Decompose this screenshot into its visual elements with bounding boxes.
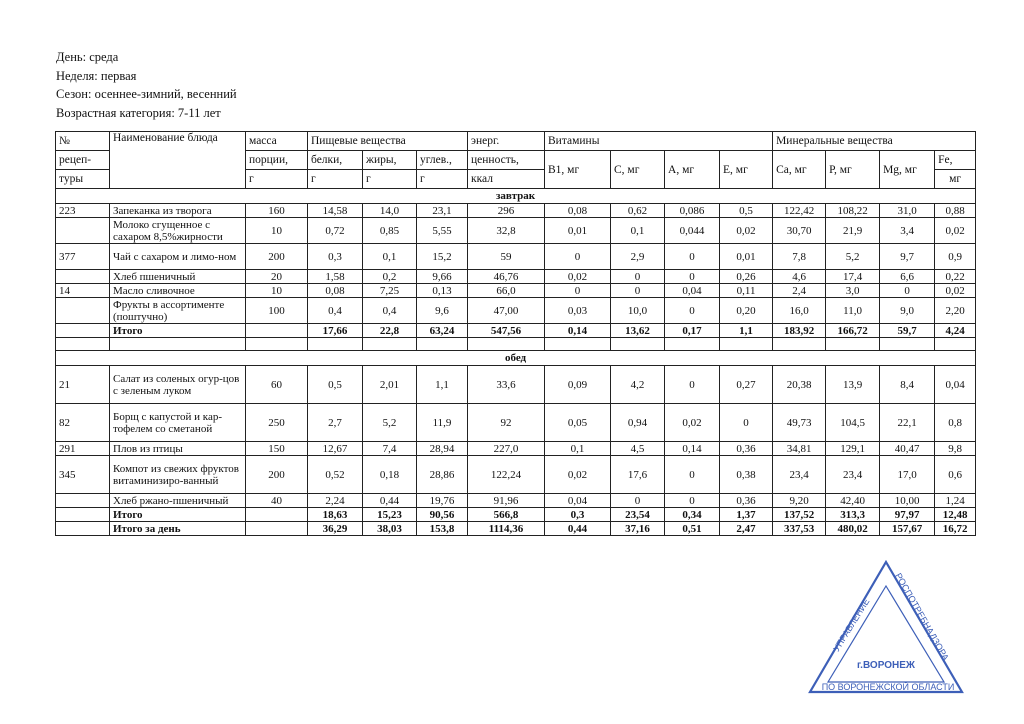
dish-name: Компот из свежих фруктов витаминизиро-ванный	[110, 456, 246, 494]
value-carb: 11,9	[417, 404, 468, 442]
total-ca: 183,92	[773, 324, 826, 338]
value-fat: 0,1	[363, 244, 417, 270]
value-p: 108,22	[826, 204, 880, 218]
value-prot: 0,08	[308, 284, 363, 298]
recipe-number: 14	[56, 284, 110, 298]
value-carb: 23,1	[417, 204, 468, 218]
empty-cell	[545, 338, 611, 351]
value-a: 0	[665, 244, 720, 270]
value-a: 0,04	[665, 284, 720, 298]
col-carbs-unit: г	[417, 170, 468, 189]
value-b1: 0	[545, 244, 611, 270]
value-p: 21,9	[826, 218, 880, 244]
value-p: 129,1	[826, 442, 880, 456]
value-fat: 2,01	[363, 366, 417, 404]
value-ca: 2,4	[773, 284, 826, 298]
value-fe: 0,22	[935, 270, 976, 284]
value-e: 0,27	[720, 366, 773, 404]
dish-name: Хлеб пшеничный	[110, 270, 246, 284]
value-b1: 0	[545, 284, 611, 298]
col-recipe-number-2: рецеп-	[56, 151, 110, 170]
value-mg: 0	[880, 284, 935, 298]
value-ca: 122,42	[773, 204, 826, 218]
official-stamp	[808, 560, 964, 698]
value-mg: 31,0	[880, 204, 935, 218]
value-a: 0	[665, 366, 720, 404]
col-vitamin-a: А, мг	[665, 151, 720, 189]
value-b1: 0,02	[545, 270, 611, 284]
total-fe: 4,24	[935, 324, 976, 338]
stamp-text-city: г.ВОРОНЕЖ	[857, 660, 915, 671]
meal-section-title: завтрак	[56, 189, 976, 204]
value-mg: 8,4	[880, 366, 935, 404]
value-prot: 0,52	[308, 456, 363, 494]
value-p: 17,4	[826, 270, 880, 284]
portion-mass: 150	[246, 442, 308, 456]
recipe-number: 345	[56, 456, 110, 494]
empty-cell	[246, 324, 308, 338]
col-carbs: углев.,	[417, 151, 468, 170]
value-fe: 1,24	[935, 494, 976, 508]
col-recipe-number-3: туры	[56, 170, 110, 189]
value-c: 4,2	[611, 366, 665, 404]
total-mg: 97,97	[880, 508, 935, 522]
value-fat: 0,2	[363, 270, 417, 284]
value-mg: 6,6	[880, 270, 935, 284]
table-header	[56, 132, 976, 189]
empty-cell	[773, 338, 826, 351]
table-row	[56, 494, 976, 508]
value-c: 10,0	[611, 298, 665, 324]
total-c: 23,54	[611, 508, 665, 522]
meal-section-row	[56, 189, 976, 204]
table-row	[56, 442, 976, 456]
value-p: 3,0	[826, 284, 880, 298]
value-fat: 14,0	[363, 204, 417, 218]
value-b1: 0,02	[545, 456, 611, 494]
value-e: 0,36	[720, 494, 773, 508]
empty-cell	[110, 338, 246, 351]
total-prot: 36,29	[308, 522, 363, 536]
col-portion-mass: масса	[246, 132, 308, 151]
value-e: 0	[720, 404, 773, 442]
table-row	[56, 270, 976, 284]
recipe-number: 223	[56, 204, 110, 218]
empty-cell	[56, 338, 110, 351]
total-fe: 16,72	[935, 522, 976, 536]
value-en: 92	[468, 404, 545, 442]
value-fe: 0,88	[935, 204, 976, 218]
value-e: 0,20	[720, 298, 773, 324]
total-carb: 153,8	[417, 522, 468, 536]
value-e: 0,02	[720, 218, 773, 244]
total-prot: 17,66	[308, 324, 363, 338]
value-en: 296	[468, 204, 545, 218]
value-p: 5,2	[826, 244, 880, 270]
empty-cell	[363, 338, 417, 351]
age-category-line: Возрастная категория: 7-11 лет	[56, 105, 221, 120]
portion-mass: 20	[246, 270, 308, 284]
value-ca: 23,4	[773, 456, 826, 494]
value-carb: 15,2	[417, 244, 468, 270]
col-iron-unit: мг	[935, 170, 976, 189]
value-b1: 0,03	[545, 298, 611, 324]
total-mg: 59,7	[880, 324, 935, 338]
total-ca: 137,52	[773, 508, 826, 522]
empty-cell	[935, 338, 976, 351]
value-p: 13,9	[826, 366, 880, 404]
empty-cell	[665, 338, 720, 351]
value-c: 17,6	[611, 456, 665, 494]
value-c: 0	[611, 494, 665, 508]
dish-name: Запеканка из творога	[110, 204, 246, 218]
portion-mass: 160	[246, 204, 308, 218]
value-ca: 49,73	[773, 404, 826, 442]
value-en: 47,00	[468, 298, 545, 324]
table-row	[56, 456, 976, 494]
empty-cell	[56, 508, 110, 522]
value-fe: 0,9	[935, 244, 976, 270]
meal-section-title: обед	[56, 351, 976, 366]
value-a: 0,02	[665, 404, 720, 442]
total-p: 313,3	[826, 508, 880, 522]
total-fe: 12,48	[935, 508, 976, 522]
value-c: 0,1	[611, 218, 665, 244]
empty-cell	[417, 338, 468, 351]
total-b1: 0,44	[545, 522, 611, 536]
portion-mass: 60	[246, 366, 308, 404]
value-prot: 0,3	[308, 244, 363, 270]
value-e: 0,38	[720, 456, 773, 494]
col-phosphorus: Р, мг	[826, 151, 880, 189]
empty-cell	[308, 338, 363, 351]
value-mg: 9,7	[880, 244, 935, 270]
value-fe: 0,8	[935, 404, 976, 442]
value-p: 42,40	[826, 494, 880, 508]
col-magnesium: Mg, мг	[880, 151, 935, 189]
value-a: 0,14	[665, 442, 720, 456]
empty-cell	[246, 338, 308, 351]
col-protein-unit: г	[308, 170, 363, 189]
total-carb: 90,56	[417, 508, 468, 522]
col-fat: жиры,	[363, 151, 417, 170]
recipe-number	[56, 270, 110, 284]
portion-mass: 10	[246, 218, 308, 244]
total-row	[56, 522, 976, 536]
value-a: 0,044	[665, 218, 720, 244]
value-prot: 2,7	[308, 404, 363, 442]
week-line: Неделя: первая	[56, 68, 137, 83]
value-c: 0	[611, 270, 665, 284]
total-row	[56, 508, 976, 522]
value-fat: 0,85	[363, 218, 417, 244]
col-energy-3: ккал	[468, 170, 545, 189]
col-portion-mass-3: г	[246, 170, 308, 189]
value-e: 0,11	[720, 284, 773, 298]
empty-cell	[246, 522, 308, 536]
total-prot: 18,63	[308, 508, 363, 522]
value-fe: 2,20	[935, 298, 976, 324]
value-c: 2,9	[611, 244, 665, 270]
value-prot: 0,72	[308, 218, 363, 244]
value-prot: 2,24	[308, 494, 363, 508]
total-e: 1,1	[720, 324, 773, 338]
value-fat: 0,18	[363, 456, 417, 494]
recipe-number	[56, 494, 110, 508]
total-fat: 15,23	[363, 508, 417, 522]
value-ca: 9,20	[773, 494, 826, 508]
value-a: 0	[665, 494, 720, 508]
col-calcium: Са, мг	[773, 151, 826, 189]
value-carb: 28,86	[417, 456, 468, 494]
value-prot: 0,5	[308, 366, 363, 404]
dish-name: Молоко сгущенное с сахаром 8,5%жирности	[110, 218, 246, 244]
total-e: 1,37	[720, 508, 773, 522]
total-en: 566,8	[468, 508, 545, 522]
value-ca: 16,0	[773, 298, 826, 324]
col-vitamin-c: С, мг	[611, 151, 665, 189]
value-fat: 0,44	[363, 494, 417, 508]
value-mg: 22,1	[880, 404, 935, 442]
total-label: Итого за день	[110, 522, 246, 536]
value-fe: 0,02	[935, 218, 976, 244]
total-row	[56, 324, 976, 338]
value-e: 0,5	[720, 204, 773, 218]
total-b1: 0,3	[545, 508, 611, 522]
stamp-text-right: РОСПОТРЕБНАДЗОРА	[893, 571, 951, 663]
stamp-triangle	[810, 562, 962, 692]
dish-name: Масло сливочное	[110, 284, 246, 298]
col-iron: Fe,	[935, 151, 976, 170]
recipe-number: 82	[56, 404, 110, 442]
empty-cell	[720, 338, 773, 351]
table-row	[56, 404, 976, 442]
value-b1: 0,1	[545, 442, 611, 456]
col-energy: энерг.	[468, 132, 545, 151]
total-label: Итого	[110, 508, 246, 522]
value-b1: 0,08	[545, 204, 611, 218]
col-recipe-number: №	[56, 132, 110, 151]
portion-mass: 200	[246, 456, 308, 494]
total-a: 0,34	[665, 508, 720, 522]
dish-name: Хлеб ржано-пшеничный	[110, 494, 246, 508]
value-carb: 0,13	[417, 284, 468, 298]
value-en: 59	[468, 244, 545, 270]
col-vitamins-group: Витамины	[545, 132, 773, 151]
col-minerals-group: Минеральные вещества	[773, 132, 976, 151]
value-fe: 0,6	[935, 456, 976, 494]
value-mg: 9,0	[880, 298, 935, 324]
portion-mass: 200	[246, 244, 308, 270]
value-p: 104,5	[826, 404, 880, 442]
total-a: 0,17	[665, 324, 720, 338]
table-row	[56, 204, 976, 218]
value-ca: 4,6	[773, 270, 826, 284]
empty-cell	[56, 324, 110, 338]
value-carb: 9,66	[417, 270, 468, 284]
value-en: 33,6	[468, 366, 545, 404]
menu-table	[55, 131, 976, 536]
col-energy-2: ценность,	[468, 151, 545, 170]
value-prot: 12,67	[308, 442, 363, 456]
value-mg: 3,4	[880, 218, 935, 244]
total-e: 2,47	[720, 522, 773, 536]
col-fat-unit: г	[363, 170, 417, 189]
value-en: 227,0	[468, 442, 545, 456]
col-vitamin-e: Е, мг	[720, 151, 773, 189]
table-row	[56, 244, 976, 270]
value-c: 4,5	[611, 442, 665, 456]
total-ca: 337,53	[773, 522, 826, 536]
recipe-number: 21	[56, 366, 110, 404]
recipe-number: 291	[56, 442, 110, 456]
table-body	[56, 189, 976, 536]
value-a: 0	[665, 270, 720, 284]
value-fat: 0,4	[363, 298, 417, 324]
value-prot: 0,4	[308, 298, 363, 324]
total-fat: 38,03	[363, 522, 417, 536]
value-en: 46,76	[468, 270, 545, 284]
total-p: 480,02	[826, 522, 880, 536]
dish-name: Чай с сахаром и лимо-ном	[110, 244, 246, 270]
total-p: 166,72	[826, 324, 880, 338]
col-protein: белки,	[308, 151, 363, 170]
season-line: Сезон: осеннее-зимний, весенний	[56, 87, 237, 101]
stamp-text-top: УПРАВЛЕНИЕ	[831, 596, 872, 654]
value-mg: 40,47	[880, 442, 935, 456]
value-b1: 0,01	[545, 218, 611, 244]
table-row	[56, 284, 976, 298]
recipe-number	[56, 298, 110, 324]
col-portion-mass-2: порции,	[246, 151, 308, 170]
stamp-text-bottom: ПО ВОРОНЕЖСКОЙ ОБЛАСТИ	[821, 682, 955, 692]
table-row	[56, 218, 976, 244]
value-a: 0	[665, 456, 720, 494]
value-fat: 5,2	[363, 404, 417, 442]
empty-cell	[880, 338, 935, 351]
total-fat: 22,8	[363, 324, 417, 338]
table-row	[56, 298, 976, 324]
value-en: 91,96	[468, 494, 545, 508]
value-c: 0,62	[611, 204, 665, 218]
portion-mass: 100	[246, 298, 308, 324]
portion-mass: 250	[246, 404, 308, 442]
value-carb: 19,76	[417, 494, 468, 508]
total-c: 13,62	[611, 324, 665, 338]
value-b1: 0,09	[545, 366, 611, 404]
dish-name: Фрукты в ассортименте (поштучно)	[110, 298, 246, 324]
total-label: Итого	[110, 324, 246, 338]
empty-cell	[468, 338, 545, 351]
empty-cell	[826, 338, 880, 351]
meal-section-row	[56, 351, 976, 366]
empty-cell	[246, 508, 308, 522]
value-a: 0,086	[665, 204, 720, 218]
value-ca: 34,81	[773, 442, 826, 456]
value-fe: 0,04	[935, 366, 976, 404]
portion-mass: 10	[246, 284, 308, 298]
recipe-number	[56, 218, 110, 244]
value-carb: 5,55	[417, 218, 468, 244]
value-prot: 1,58	[308, 270, 363, 284]
value-ca: 20,38	[773, 366, 826, 404]
col-vitamin-b1: В1, мг	[545, 151, 611, 189]
value-e: 0,26	[720, 270, 773, 284]
value-en: 122,24	[468, 456, 545, 494]
total-en: 1114,36	[468, 522, 545, 536]
total-carb: 63,24	[417, 324, 468, 338]
value-p: 23,4	[826, 456, 880, 494]
spacer-row	[56, 338, 976, 351]
value-mg: 17,0	[880, 456, 935, 494]
value-en: 66,0	[468, 284, 545, 298]
value-carb: 9,6	[417, 298, 468, 324]
value-fe: 0,02	[935, 284, 976, 298]
total-en: 547,56	[468, 324, 545, 338]
value-prot: 14,58	[308, 204, 363, 218]
dish-name: Салат из соленых огур-цов с зеленым луком	[110, 366, 246, 404]
portion-mass: 40	[246, 494, 308, 508]
value-ca: 7,8	[773, 244, 826, 270]
value-fat: 7,25	[363, 284, 417, 298]
day-line: День: среда	[56, 50, 119, 64]
recipe-number: 377	[56, 244, 110, 270]
menu-header	[56, 48, 237, 122]
total-mg: 157,67	[880, 522, 935, 536]
total-c: 37,16	[611, 522, 665, 536]
value-b1: 0,05	[545, 404, 611, 442]
dish-name: Борщ с капустой и кар-тофелем со сметаной	[110, 404, 246, 442]
value-ca: 30,70	[773, 218, 826, 244]
value-p: 11,0	[826, 298, 880, 324]
value-carb: 28,94	[417, 442, 468, 456]
dish-name: Плов из птицы	[110, 442, 246, 456]
value-carb: 1,1	[417, 366, 468, 404]
value-e: 0,01	[720, 244, 773, 270]
value-b1: 0,04	[545, 494, 611, 508]
col-dish-name: Наименование блюда	[110, 132, 246, 189]
value-fe: 9,8	[935, 442, 976, 456]
total-b1: 0,14	[545, 324, 611, 338]
value-a: 0	[665, 298, 720, 324]
value-e: 0,36	[720, 442, 773, 456]
value-c: 0,94	[611, 404, 665, 442]
empty-cell	[56, 522, 110, 536]
table-row	[56, 366, 976, 404]
col-nutrients-group: Пищевые вещества	[308, 132, 468, 151]
value-en: 32,8	[468, 218, 545, 244]
total-a: 0,51	[665, 522, 720, 536]
empty-cell	[611, 338, 665, 351]
value-c: 0	[611, 284, 665, 298]
value-fat: 7,4	[363, 442, 417, 456]
value-mg: 10,00	[880, 494, 935, 508]
